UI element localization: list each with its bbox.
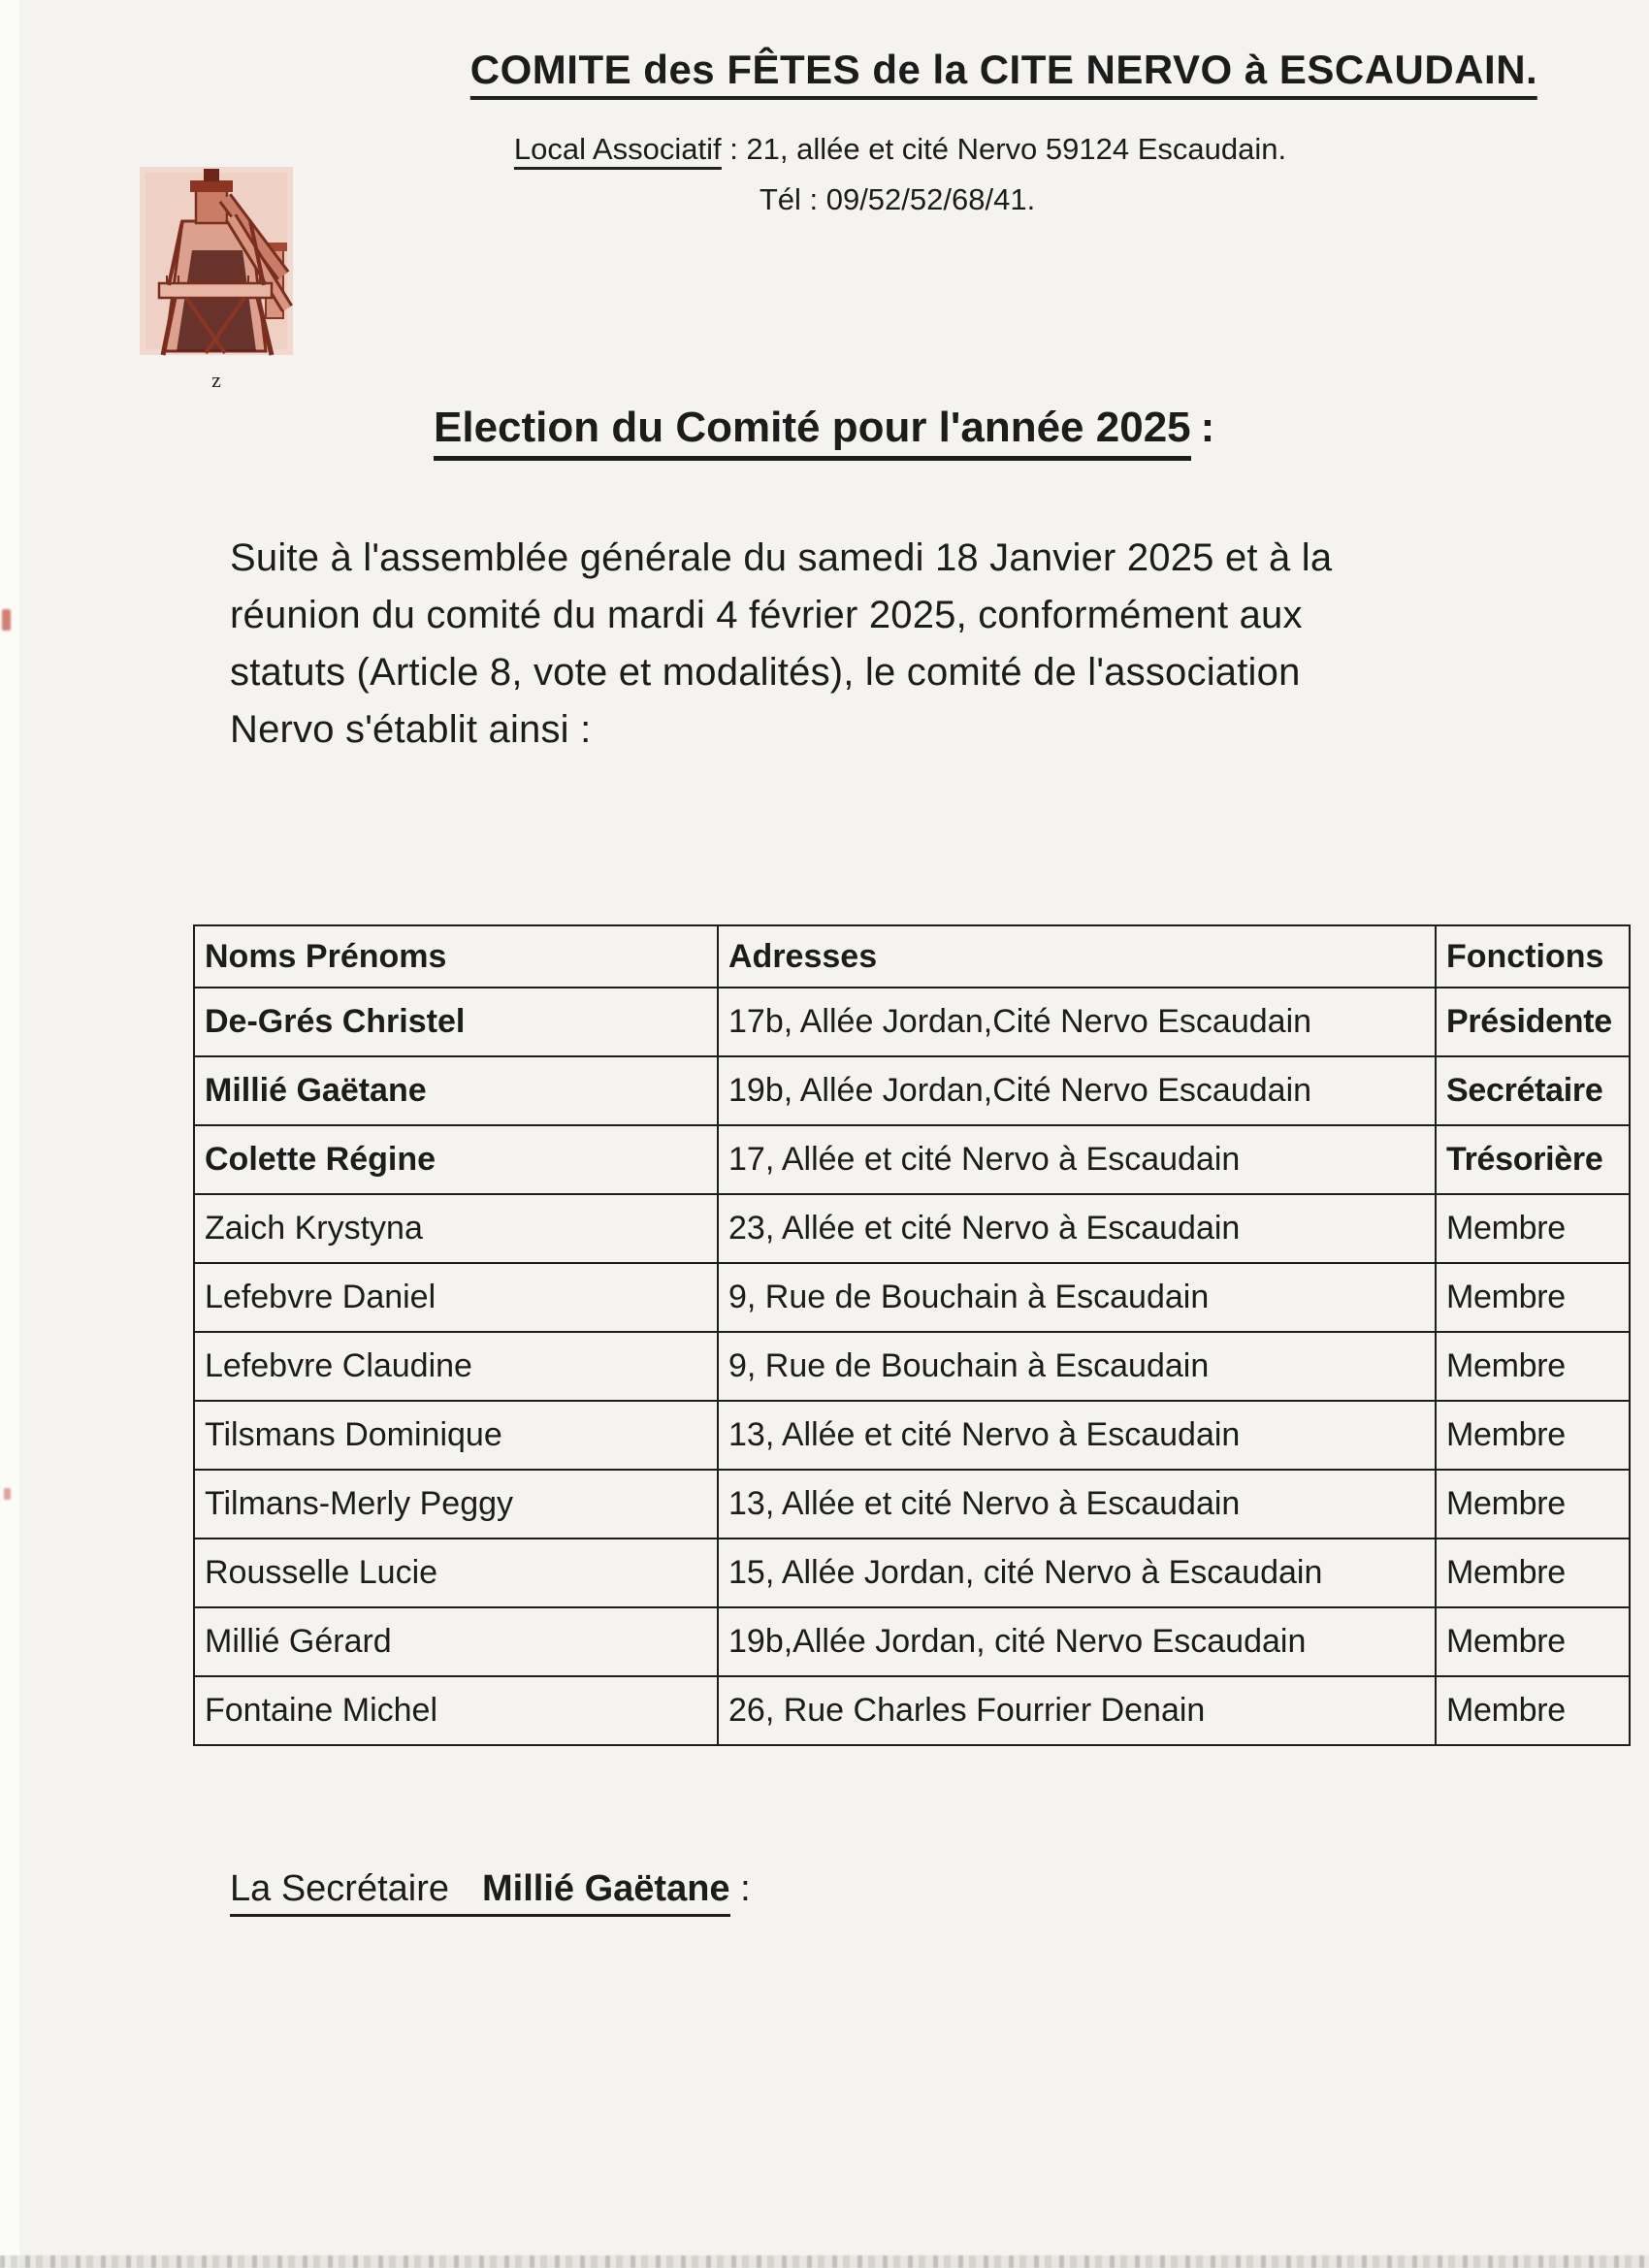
member-function-cell: Membre bbox=[1436, 1607, 1630, 1676]
member-address-cell: 23, Allée et cité Nervo à Escaudain bbox=[718, 1194, 1436, 1263]
paragraph-line: réunion du comité du mardi 4 février 2025, conformément aux bbox=[230, 594, 1303, 636]
table-header-row bbox=[194, 925, 1630, 988]
paragraph-line: statuts (Article 8, vote et modalités), le comité de l'association bbox=[230, 651, 1301, 694]
member-name-cell: Lefebvre Claudine bbox=[194, 1332, 718, 1401]
table-row bbox=[194, 1194, 1630, 1263]
member-address-cell: 9, Rue de Bouchain à Escaudain bbox=[718, 1263, 1436, 1332]
table-row bbox=[194, 1539, 1630, 1607]
member-name-cell: Colette Régine bbox=[194, 1125, 718, 1194]
member-address-cell: 15, Allée Jordan, cité Nervo à Escaudain bbox=[718, 1539, 1436, 1607]
table-row bbox=[194, 988, 1630, 1056]
association-address-line bbox=[514, 132, 1286, 167]
section-heading-colon: : bbox=[1200, 404, 1215, 451]
table-row bbox=[194, 1125, 1630, 1194]
table-row bbox=[194, 1676, 1630, 1745]
member-name-cell: Millié Gérard bbox=[194, 1607, 718, 1676]
association-logo bbox=[136, 161, 297, 393]
member-address-cell: 17b, Allée Jordan,Cité Nervo Escaudain bbox=[718, 988, 1436, 1056]
secretary-name: Millié Gaëtane bbox=[482, 1868, 730, 1909]
table-row bbox=[194, 1263, 1630, 1332]
paragraph-line: Nervo s'établit ainsi : bbox=[230, 708, 592, 751]
secretary-signature-line bbox=[230, 1868, 751, 1917]
member-name-cell: Fontaine Michel bbox=[194, 1676, 718, 1745]
member-function-cell: Membre bbox=[1436, 1263, 1630, 1332]
member-address-cell: 19b,Allée Jordan, cité Nervo Escaudain bbox=[718, 1607, 1436, 1676]
table-row bbox=[194, 1470, 1630, 1539]
committee-members-table bbox=[193, 924, 1631, 1746]
member-name-cell: Rousselle Lucie bbox=[194, 1539, 718, 1607]
member-name-cell: Lefebvre Daniel bbox=[194, 1263, 718, 1332]
address-label: Local Associatif bbox=[514, 132, 722, 170]
signature-colon: : bbox=[740, 1868, 751, 1909]
scan-speck bbox=[2, 609, 11, 631]
member-function-cell: Membre bbox=[1436, 1470, 1630, 1539]
member-function-cell: Présidente bbox=[1436, 988, 1630, 1056]
member-name-cell: Tilmans-Merly Peggy bbox=[194, 1470, 718, 1539]
member-address-cell: 13, Allée et cité Nervo à Escaudain bbox=[718, 1401, 1436, 1470]
member-name-cell: Zaich Krystyna bbox=[194, 1194, 718, 1263]
scan-speck bbox=[4, 1488, 11, 1500]
address-text: : 21, allée et cité Nervo 59124 Escaudain. bbox=[721, 132, 1287, 166]
table-row bbox=[194, 1332, 1630, 1401]
scanner-left-margin bbox=[0, 0, 19, 2268]
section-heading-text: Election du Comité pour l'année 2025 bbox=[434, 404, 1191, 461]
member-function-cell: Membre bbox=[1436, 1401, 1630, 1470]
member-address-cell: 17, Allée et cité Nervo à Escaudain bbox=[718, 1125, 1436, 1194]
table-row bbox=[194, 1401, 1630, 1470]
secretary-label: La Secrétaire bbox=[230, 1868, 450, 1909]
member-function-cell: Membre bbox=[1436, 1194, 1630, 1263]
member-function-cell: Membre bbox=[1436, 1332, 1630, 1401]
scanner-bottom-edge-artifact bbox=[0, 2255, 1649, 2268]
member-address-cell: 13, Allée et cité Nervo à Escaudain bbox=[718, 1470, 1436, 1539]
table-row bbox=[194, 1056, 1630, 1125]
member-function-cell: Secrétaire bbox=[1436, 1056, 1630, 1125]
member-address-cell: 19b, Allée Jordan,Cité Nervo Escaudain bbox=[718, 1056, 1436, 1125]
logo-caption: z bbox=[211, 368, 221, 392]
member-name-cell: Tilsmans Dominique bbox=[194, 1401, 718, 1470]
member-function-cell: Membre bbox=[1436, 1676, 1630, 1745]
document-title: COMITE des FÊTES de la CITE NERVO à ESCAUDAIN. bbox=[470, 47, 1537, 100]
intro-paragraph bbox=[230, 530, 1549, 759]
member-address-cell: 26, Rue Charles Fourrier Denain bbox=[718, 1676, 1436, 1745]
member-name-cell: De-Grés Christel bbox=[194, 988, 718, 1056]
phone-line: Tél : 09/52/52/68/41. bbox=[759, 182, 1036, 216]
member-name-cell: Millié Gaëtane bbox=[194, 1056, 718, 1125]
column-header-fonctions: Fonctions bbox=[1436, 925, 1630, 988]
paragraph-line: Suite à l'assemblée générale du samedi 18 Janvier 2025 et à la bbox=[230, 536, 1333, 579]
member-function-cell: Trésorière bbox=[1436, 1125, 1630, 1194]
table-row bbox=[194, 1607, 1630, 1676]
column-header-noms-prenoms: Noms Prénoms bbox=[194, 925, 718, 988]
member-address-cell: 9, Rue de Bouchain à Escaudain bbox=[718, 1332, 1436, 1401]
column-header-adresses: Adresses bbox=[718, 925, 1436, 988]
blast-furnace-illustration bbox=[136, 161, 297, 361]
member-function-cell: Membre bbox=[1436, 1539, 1630, 1607]
section-heading bbox=[434, 404, 1214, 461]
